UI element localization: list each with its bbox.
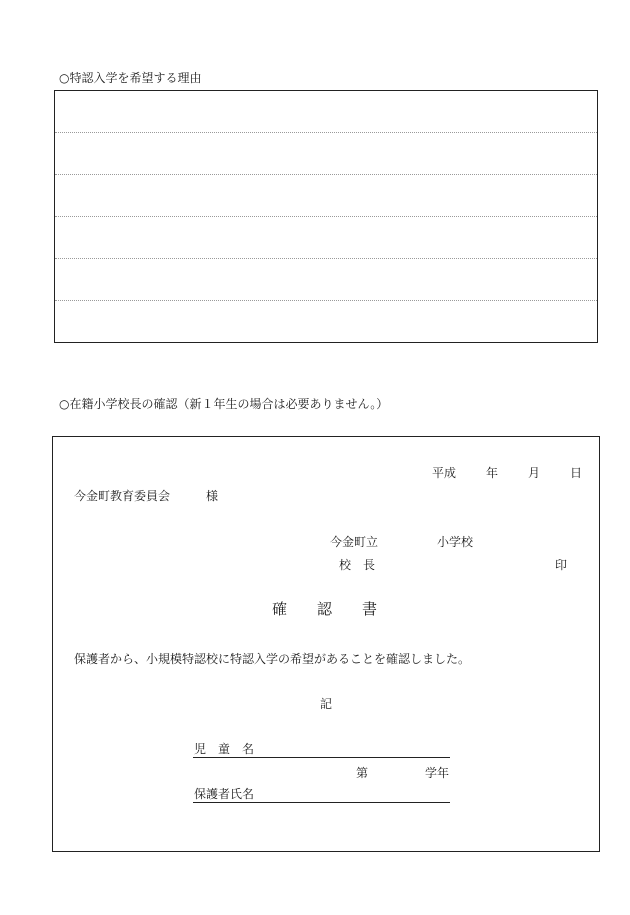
seal-mark: 印 <box>555 558 568 572</box>
guardian-name-field[interactable] <box>193 802 450 803</box>
addressee-honorific: 様 <box>206 489 219 503</box>
date-month-label: 月 <box>528 466 541 480</box>
principal-label: 校 長 <box>339 558 376 572</box>
confirmation-statement: 保護者から、小規模特認校に特認入学の希望があることを確認しました。 <box>74 652 471 666</box>
date-year-label: 年 <box>486 466 499 480</box>
guardian-name-label: 保護者氏名 <box>194 787 255 801</box>
writing-line <box>55 174 597 175</box>
date-day-label: 日 <box>570 466 583 480</box>
child-name-label: 児 童 名 <box>194 742 255 756</box>
writing-line <box>55 216 597 217</box>
grade-prefix: 第 <box>356 766 369 780</box>
writing-line <box>55 258 597 259</box>
addressee-name: 今金町教育委員会 <box>74 489 171 503</box>
school-prefix: 今金町立 <box>330 535 379 549</box>
school-suffix: 小学校 <box>437 535 474 549</box>
child-name-field[interactable] <box>193 757 450 758</box>
title-char: 書 <box>362 600 378 618</box>
date-era: 平成 <box>432 466 457 480</box>
title-char: 認 <box>317 600 333 618</box>
title-char: 確 <box>272 600 288 618</box>
ki-mark: 記 <box>320 697 333 711</box>
grade-suffix: 学年 <box>425 766 450 780</box>
writing-line <box>55 300 597 301</box>
writing-line <box>55 132 597 133</box>
confirm-heading: ○在籍小学校長の確認（新１年生の場合は必要ありません。） <box>59 397 389 411</box>
reason-writing-box[interactable] <box>54 90 598 343</box>
reason-heading: ○特認入学を希望する理由 <box>59 71 202 85</box>
